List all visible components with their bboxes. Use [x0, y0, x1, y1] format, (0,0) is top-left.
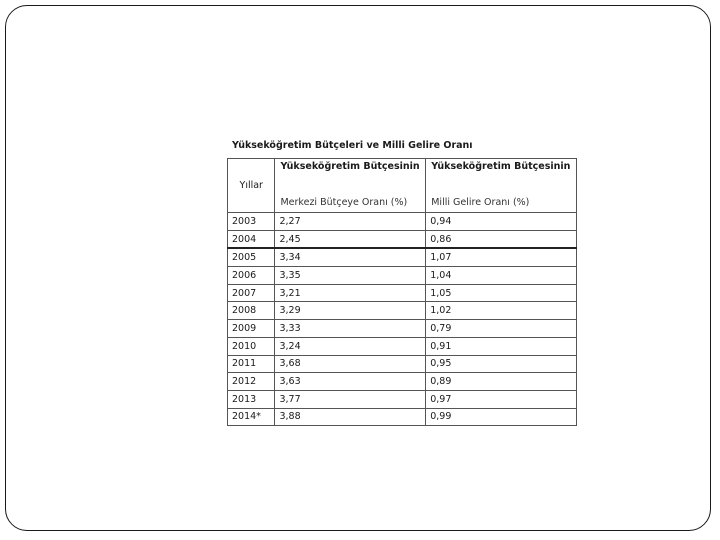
cell-year: 2012	[228, 373, 275, 391]
table-row	[228, 337, 577, 355]
cell-year: 2009	[228, 320, 275, 338]
table-body	[228, 213, 577, 426]
cell-national-income-ratio: 0,86	[426, 230, 577, 248]
cell-national-income-ratio: 0,94	[426, 213, 577, 231]
cell-national-income-ratio: 0,89	[426, 373, 577, 391]
header-central-budget-sub: Merkezi Bütçeye Oranı (%)	[280, 197, 408, 208]
cell-year: 2014*	[228, 408, 275, 426]
cell-national-income-ratio: 0,97	[426, 390, 577, 408]
cell-national-income-ratio: 0,79	[426, 320, 577, 338]
table-row	[228, 408, 577, 426]
table-image	[226, 138, 578, 432]
cell-year: 2011	[228, 355, 275, 373]
cell-central-budget-ratio: 3,33	[275, 320, 426, 338]
table-row	[228, 390, 577, 408]
cell-year: 2003	[228, 213, 275, 231]
cell-central-budget-ratio: 3,24	[275, 337, 426, 355]
cell-national-income-ratio: 1,04	[426, 267, 577, 285]
header-national-income-sub: Milli Gelire Oranı (%)	[431, 197, 530, 208]
cell-year: 2013	[228, 390, 275, 408]
table-row	[228, 373, 577, 391]
table-row	[228, 230, 577, 248]
cell-central-budget-ratio: 3,68	[275, 355, 426, 373]
cell-central-budget-ratio: 3,21	[275, 284, 426, 302]
cell-national-income-ratio: 1,05	[426, 284, 577, 302]
table-row	[228, 284, 577, 302]
table-row	[228, 302, 577, 320]
cell-national-income-ratio: 0,95	[426, 355, 577, 373]
cell-central-budget-ratio: 2,27	[275, 213, 426, 231]
cell-central-budget-ratio: 2,45	[275, 230, 426, 248]
cell-national-income-ratio: 0,91	[426, 337, 577, 355]
cell-central-budget-ratio: 3,88	[275, 408, 426, 426]
header-years: Yıllar	[228, 159, 275, 213]
cell-national-income-ratio: 0,99	[426, 408, 577, 426]
cell-central-budget-ratio: 3,63	[275, 373, 426, 391]
cell-central-budget-ratio: 3,77	[275, 390, 426, 408]
cell-year: 2007	[228, 284, 275, 302]
cell-year: 2004	[228, 230, 275, 248]
table-row	[228, 320, 577, 338]
cell-central-budget-ratio: 3,35	[275, 267, 426, 285]
cell-national-income-ratio: 1,07	[426, 248, 577, 266]
cell-year: 2010	[228, 337, 275, 355]
header-central-budget-ratio	[275, 159, 426, 213]
table-title: Yükseköğretim Bütçeleri ve Milli Gelire Oranı	[232, 140, 473, 151]
cell-central-budget-ratio: 3,34	[275, 248, 426, 266]
cell-year: 2006	[228, 267, 275, 285]
data-table	[227, 158, 577, 426]
table-row	[228, 355, 577, 373]
cell-year: 2005	[228, 248, 275, 266]
header-national-income-ratio	[426, 159, 577, 213]
header-central-budget-main: Yükseköğretim Bütçesinin	[280, 161, 420, 172]
table-row	[228, 267, 577, 285]
table-row	[228, 248, 577, 266]
table-row	[228, 213, 577, 231]
cell-year: 2008	[228, 302, 275, 320]
cell-national-income-ratio: 1,02	[426, 302, 577, 320]
header-national-income-main: Yükseköğretim Bütçesinin	[431, 161, 571, 172]
cell-central-budget-ratio: 3,29	[275, 302, 426, 320]
